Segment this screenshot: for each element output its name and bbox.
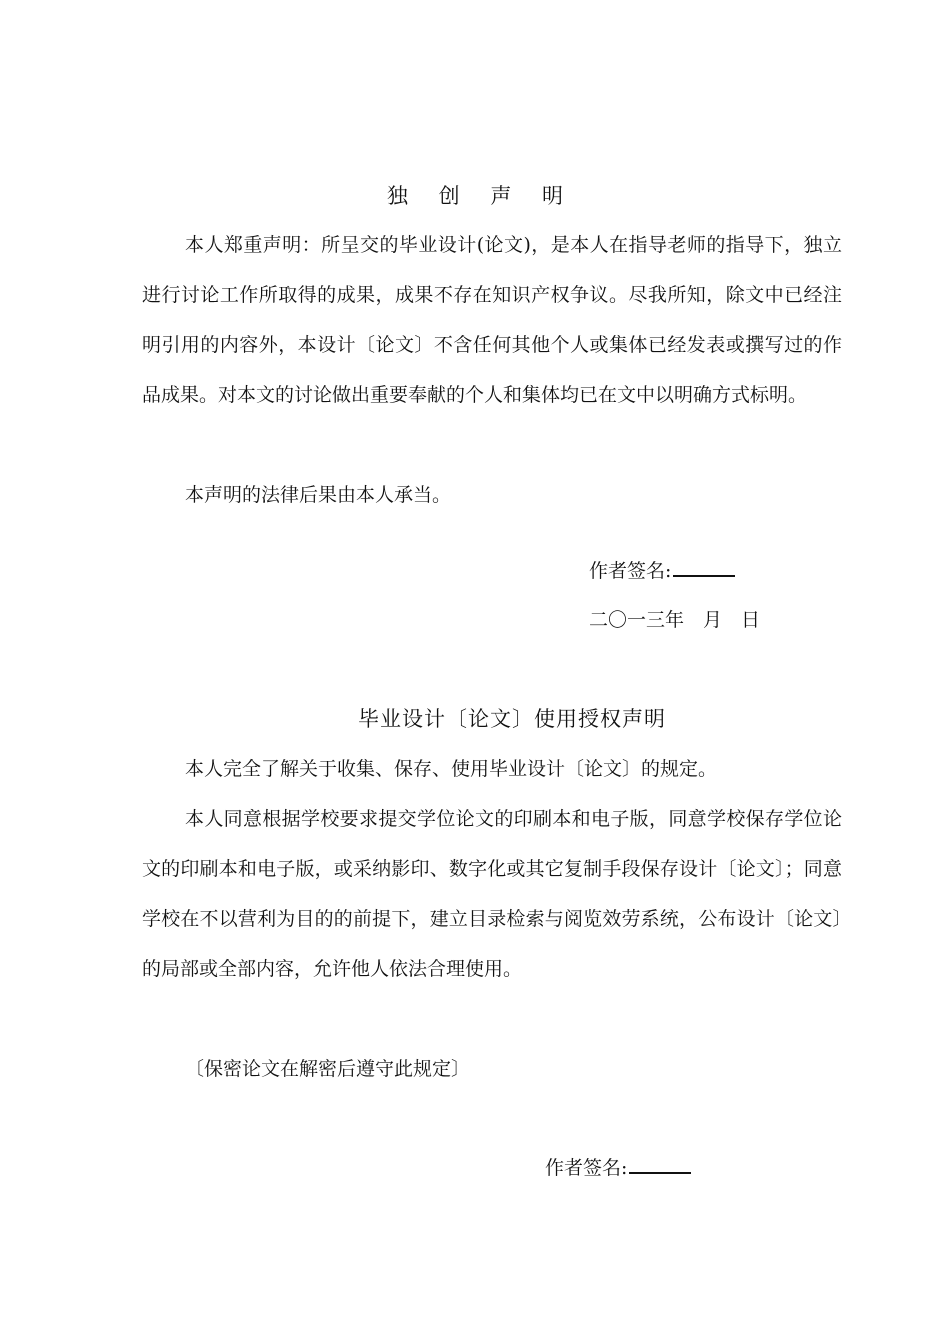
authorization-title: 毕业设计〔论文〕使用授权声明 <box>358 707 666 731</box>
originality-paragraph-2: 本声明的法律后果由本人承当。 <box>185 484 452 506</box>
originality-date: 二〇一三年 月 日 <box>589 609 761 631</box>
originality-title: 独 创 声 明 <box>386 184 576 208</box>
authorization-paragraph-2: 本人同意根据学校要求提交学位论文的印刷本和电子版，同意学校保存学位论文的印刷本和电子版，或采纳影印、数字化或其它复制手段保存设计〔论文〕；同意学校在不以营利为目的的前提下，建立目录检索与阅览效劳系统，公布设计〔论文〕的局部或全部内容，允许他人依法合理使用。 <box>142 808 842 980</box>
signature-blank-line <box>629 1152 691 1174</box>
signature-blank-line <box>673 555 735 577</box>
authorization-signature <box>545 1152 691 1183</box>
authorization-note: 〔保密论文在解密后遵守此规定〕 <box>185 1058 471 1080</box>
signature-label: 作者签名: <box>545 1157 628 1179</box>
originality-paragraph-1: 本人郑重声明：所呈交的毕业设计(论文)，是本人在指导老师的指导下，独立进行讨论工作所取得的成果，成果不存在知识产权争议。尽我所知，除文中已经注明引用的内容外，本设计〔论文〕不含任何其他个人或集体已经发表或撰写过的作品成果。对本文的讨论做出重要奉献的个人和集体均已在文中以明确方式标明。 <box>142 234 842 406</box>
signature-label: 作者签名: <box>589 560 672 582</box>
authorization-paragraph-1: 本人完全了解关于收集、保存、使用毕业设计〔论文〕的规定。 <box>185 758 718 780</box>
originality-signature <box>589 555 735 586</box>
